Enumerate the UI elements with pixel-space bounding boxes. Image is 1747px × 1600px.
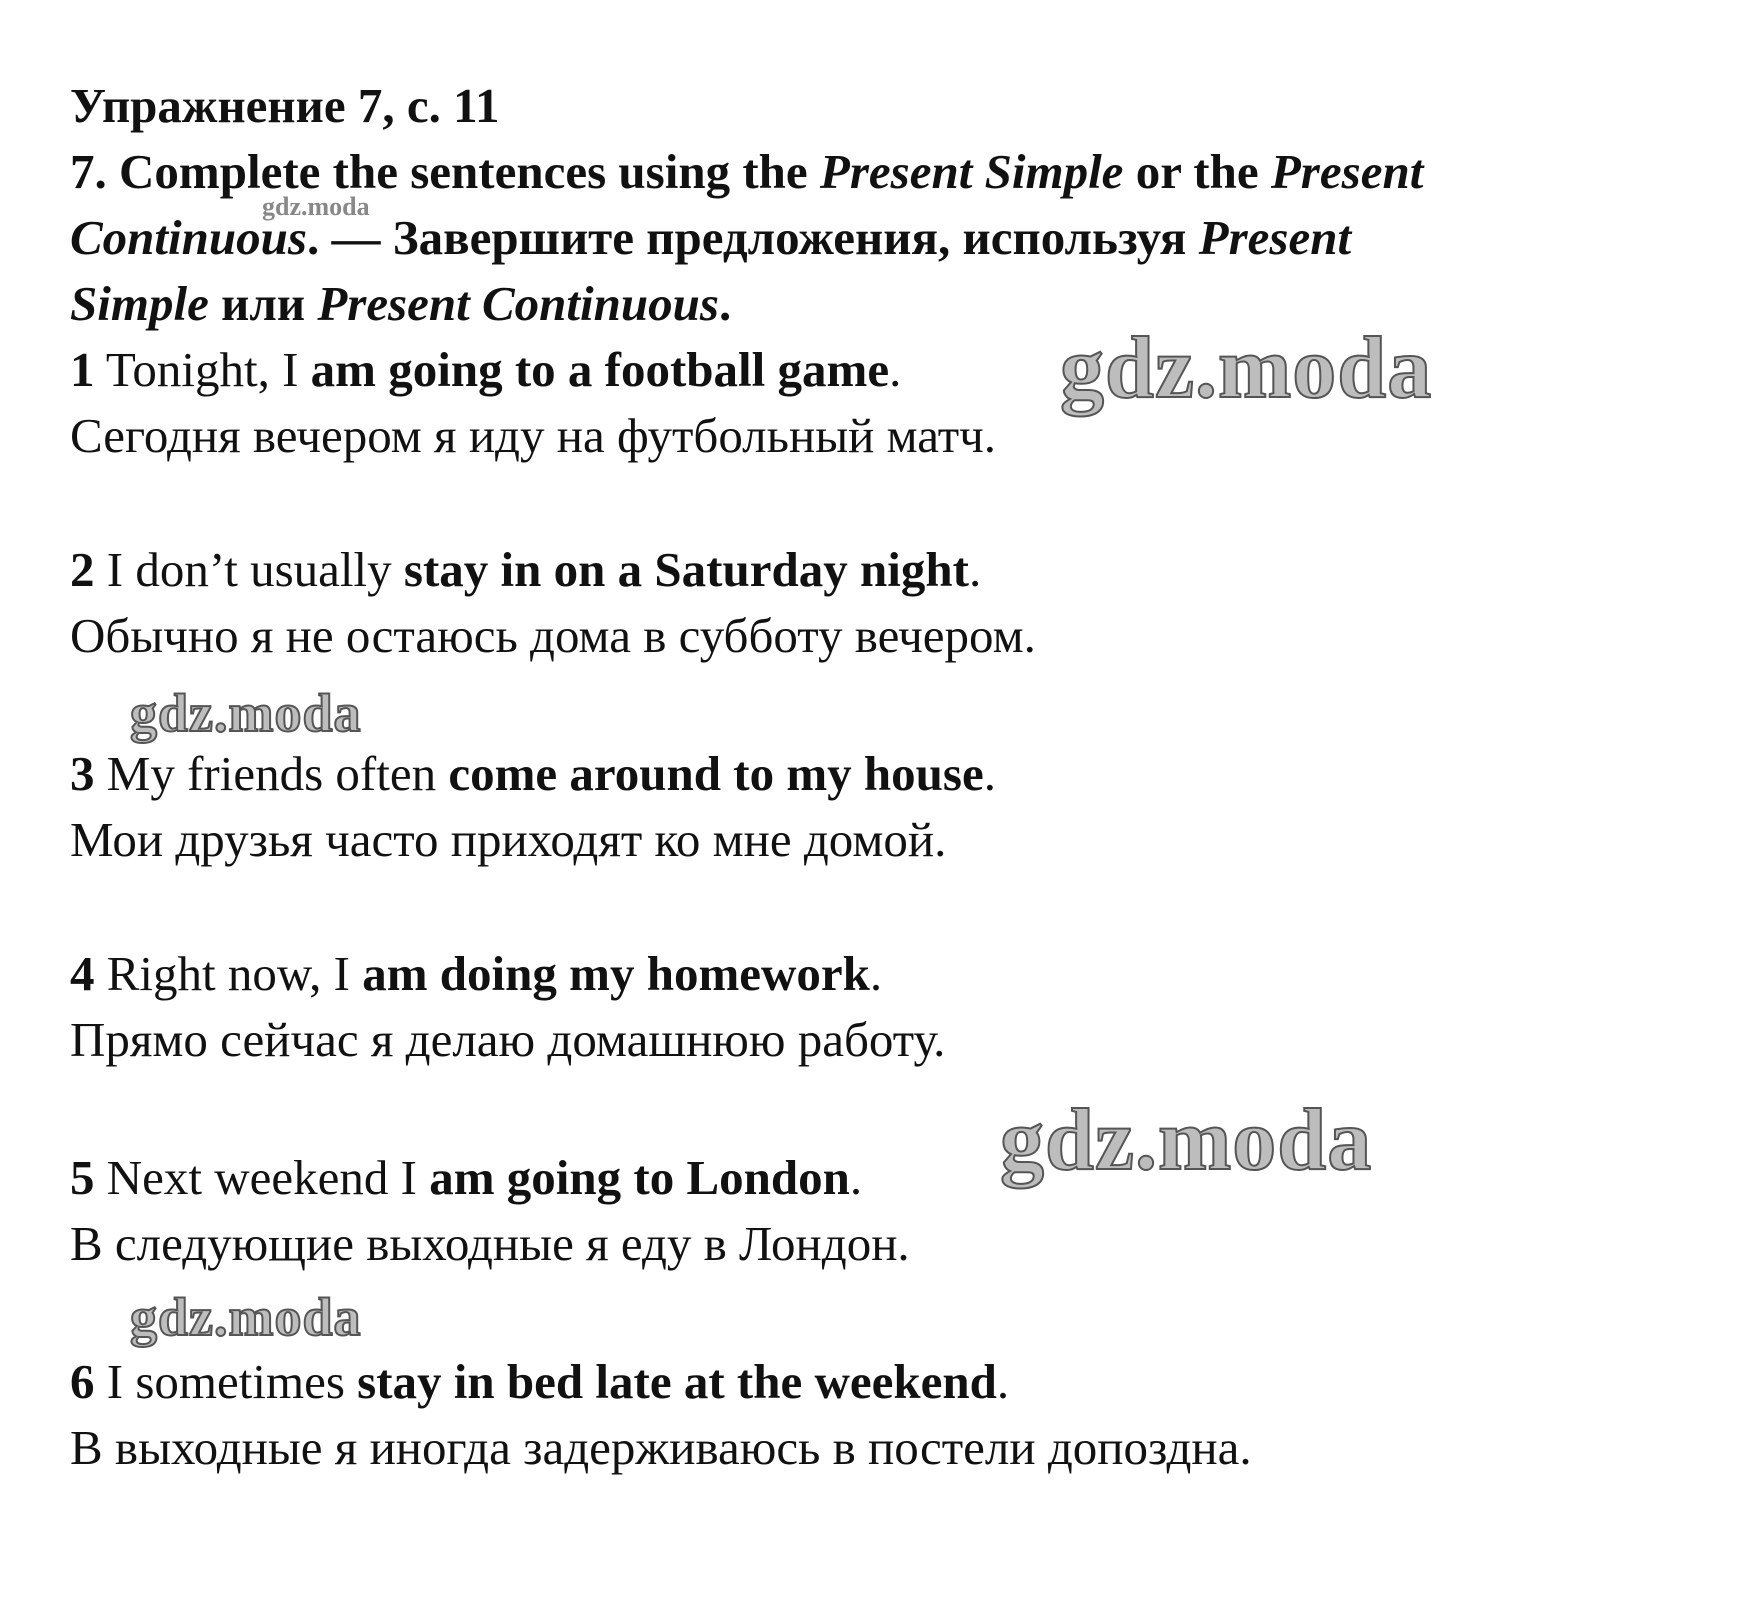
sentence-text: Next weekend I — [94, 1150, 430, 1205]
sentence-text: Right now, I — [94, 946, 363, 1001]
instruction-line-3 — [70, 274, 731, 334]
sentence-punct: . — [983, 746, 996, 801]
sentence-5 — [70, 1148, 862, 1208]
watermark: gdz.moda — [130, 683, 362, 743]
instruction-text: . — Завершите предложения, используя — [307, 210, 1199, 265]
translation-4: Прямо сейчас я делаю домашнюю работу. — [70, 1012, 946, 1067]
sentence-punct: . — [996, 1354, 1010, 1409]
tense-name: Present Continuous — [317, 276, 719, 331]
translation-2: Обычно я не остаюсь дома в субботу вечером. — [70, 608, 1036, 663]
watermark: gdz.moda — [130, 1287, 362, 1347]
sentence-punct: . — [869, 946, 883, 1001]
instruction-text: или — [208, 276, 318, 331]
sentence-punct: . — [849, 1150, 863, 1205]
sentence-6 — [70, 1352, 1009, 1412]
sentence-1 — [70, 340, 901, 400]
watermark: gdz.moda — [1000, 1092, 1373, 1189]
item-number: 5 — [70, 1150, 95, 1205]
answer-text: stay in bed late at the weekend — [357, 1354, 997, 1409]
translation-5: В следующие выходные я еду в Лондон. — [70, 1216, 910, 1271]
answer-text: stay in on a Saturday night — [403, 542, 969, 597]
sentence-text: My friends often — [94, 746, 449, 801]
sentence-3 — [70, 744, 996, 804]
tense-name: Continuous — [70, 210, 307, 265]
watermark: gdz.moda — [1060, 320, 1433, 417]
sentence-text: I don’t usually — [94, 542, 404, 597]
item-number: 6 — [70, 1354, 95, 1409]
instruction-text: or the — [1123, 144, 1271, 199]
tense-name: Simple — [70, 276, 209, 331]
instruction-text: 7. Complete the sentences using the — [70, 144, 820, 199]
translation-1: Сегодня вечером я иду на футбольный матч. — [70, 408, 997, 463]
translation-3: Мои друзья часто приходят ко мне домой. — [70, 812, 947, 867]
exercise-reference: Упражнение 7, с. 11 — [70, 78, 500, 133]
tense-name: Present — [1198, 210, 1352, 265]
answer-text: am doing my homework — [362, 946, 870, 1001]
item-number: 1 — [70, 342, 95, 397]
tense-name: Present — [1270, 144, 1424, 199]
translation-6: В выходные я иногда задерживаюсь в постели допоздна. — [70, 1420, 1252, 1475]
item-number: 2 — [70, 542, 95, 597]
tense-name: Present Simple — [819, 144, 1124, 199]
item-number: 3 — [70, 746, 95, 801]
instruction-text: . — [718, 276, 732, 331]
sentence-punct: . — [889, 342, 902, 397]
watermark: gdz.moda — [262, 192, 370, 221]
sentence-4 — [70, 944, 882, 1004]
sentence-punct: . — [968, 542, 982, 597]
sentence-text: Tonight, I — [94, 342, 311, 397]
answer-text: come around to my house — [448, 746, 984, 801]
sentence-text: I sometimes — [94, 1354, 358, 1409]
answer-text: am going to London — [429, 1150, 850, 1205]
sentence-2 — [70, 540, 981, 600]
answer-text: am going to a football game — [310, 342, 890, 397]
item-number: 4 — [70, 946, 95, 1001]
